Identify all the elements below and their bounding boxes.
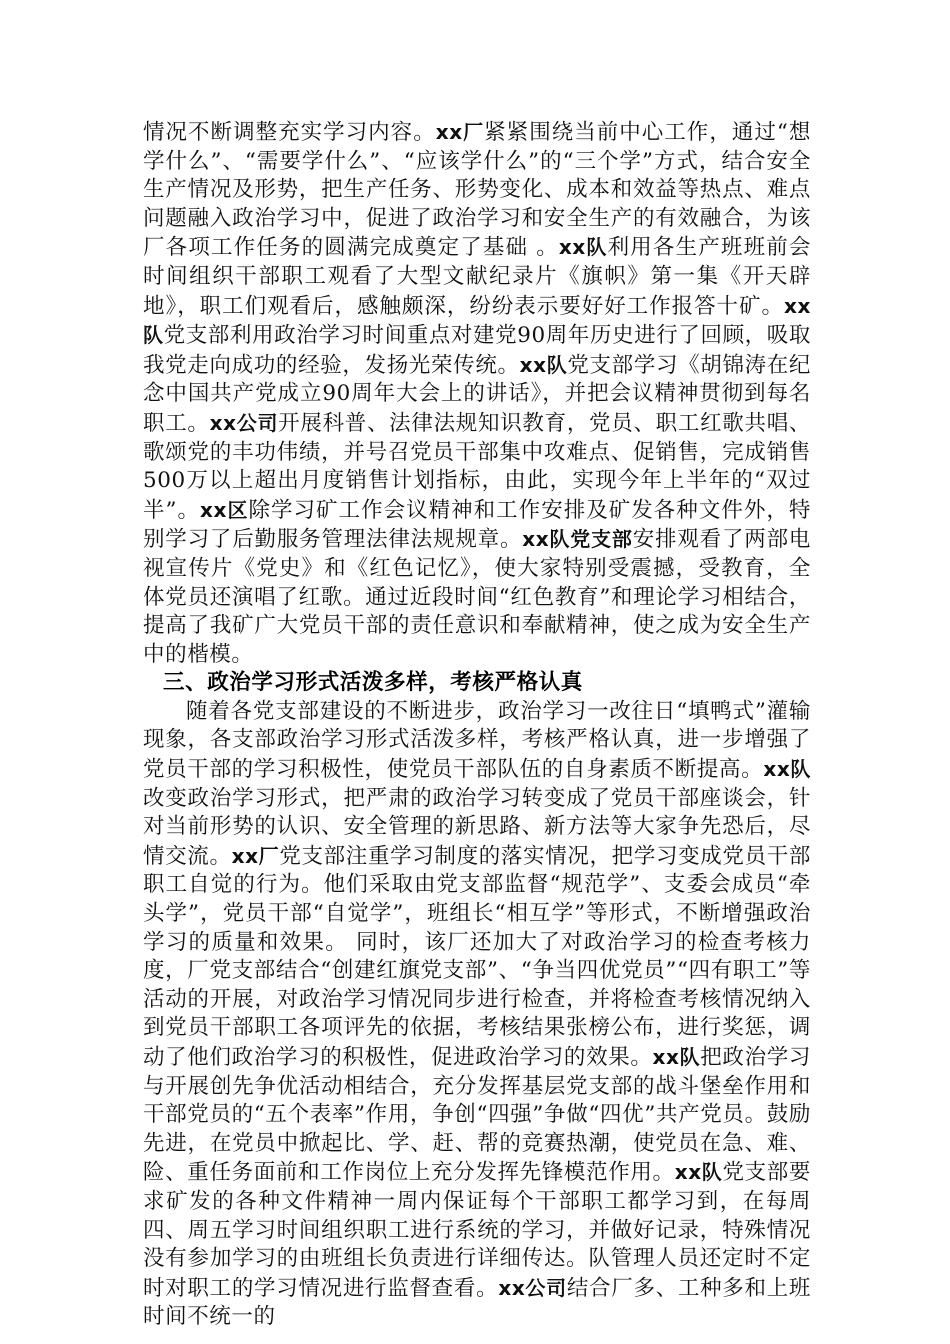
paragraph-political-study-content [143, 118, 811, 669]
text-run: 把政治学习与开展创先争优活动相结合，充分发挥基层党支部的战斗堡垒作用和干部党员的“五个表率”作用，争创“四强”争做“四优”共产党员。鼓励先进，在党员中掀起比、学、赶、帮的竞赛热潮，使党员在急、难、险、重任务面前和工作岗位上充分发挥先锋模范作用。 [143, 1045, 811, 1186]
text-run: 情况不断调整充实学习内容。 [143, 120, 436, 145]
unit-name-bold: xx队 [519, 352, 568, 377]
text-run: 随着各党支部建设的不断进步，政治学习一改往日“填鸭式”灌输现象，各支部政治学习形式活泼多样，考核严格认真，进一步增强了党员干部的学习积极性，使党员干部队伍的自身素质不断提高。 [143, 698, 811, 783]
text-run: 党支部注重学习制度的落实情况，把学习变成党员干部职工自觉的行为。他们采取由党支部监督“规范学”、支委会成员“牵头学”，党员干部“自觉学”，班组长“相互学”等形式，不断增强政治学习的质量和效果。 同时，该厂还加大了对政治学习的检查考核力度，厂党支部结合“创建红旗党支部”、“争当四优党员”“四有职工”等活动的开展，对政治学习情况同步进行检查，并将检查考核情况纳入到党员干部职工各项评先的依据，考核结果张榜公布，进行奖惩，调动了他们政治学习的积极性，促进政治学习的效果。 [143, 843, 811, 1070]
unit-name-bold: xx公司 [209, 410, 279, 435]
text-run: 党支部要求矿发的各种文件精神一周内保证每个干部职工都学习到，在每周四、周五学习时间组织职工进行系统的学习，并做好记录，特殊情况没有参加学习的由班组长负责进行详细传达。队管理人员还定时不定时对职工的学习情况进行监督查看。 [143, 1160, 812, 1301]
unit-name-bold: xx队党支部 [522, 527, 633, 552]
unit-name-bold: xx队 [674, 1160, 723, 1185]
text-run: 改变政治学习形式，把严肃的政治学习转变成了党员干部座谈会，针对当前形势的认识、安全管理的新思路、新方法等大家争先恐后，尽情交流。 [143, 785, 811, 869]
text-run: 安排观看了两部电视宣传片《党史》和《红色记忆》，使大家特别受震撼，受教育，全体党员还演唱了红歌。通过近段时间“红色教育”和理论学习相结合，提高了我矿广大党员干部的责任意识和奉献精神，使之成为安全生产中的楷模。 [143, 527, 811, 667]
section-heading-3: 三、政治学习形式活泼多样，考核严格认真 [163, 670, 583, 696]
text-run: 党支部利用政治学习时间重点对建党90周年历史进行了回顾，吸取我党走向成功的经验，发扬光荣传统。 [143, 323, 811, 378]
text-run: 党支部学习《胡锦涛在纪念中国共产党成立90周年大会上的讲话》，并把会议精神贯彻到每名职工。 [143, 352, 812, 436]
unit-name-bold: xx厂 [435, 120, 485, 144]
unit-name-bold: xx队 [143, 293, 811, 348]
text-run: 利用各生产班班前会时间组织干部职工观看了大型文献纪录片《旗帜》第一集《开天辟地》，职工们观看后，感触颇深，纷纷表示要好好工作报答十矿。 [143, 235, 811, 319]
unit-name-bold: xx队 [763, 757, 811, 782]
text-run: 紧紧围绕当前中心工作，通过“想学什么”、“需要学什么”、“应该学什么”的“三个学”方式，结合安全生产情况及形势，把生产任务、形势变化、成本和效益等热点、难点问题融入政治学习中，促进了政治学习和安全生产的有效融合，为该厂各项工作任务的圆满完成奠定了基础 。 [143, 120, 811, 261]
text-run: 除学习矿工作会议精神和工作安排及矿发各种文件外，特别学习了后勤服务管理法律法规规章。 [143, 497, 811, 553]
paragraph-study-forms [143, 698, 811, 1332]
unit-name-bold: xx区 [200, 497, 249, 522]
unit-name-bold: xx队 [652, 1045, 701, 1069]
text-run: 开展科普、法律法规知识教育，党员、职工红歌共唱、歌颂党的丰功伟绩，并号召党员干部集中攻难点、促销售，完成销售500万以上超出月度销售计划指标，由此，实现今年上半年的“双过半”。 [143, 410, 811, 523]
unit-name-bold: xx厂 [231, 843, 280, 868]
document-body [143, 118, 811, 1332]
unit-name-bold: xx队 [558, 235, 608, 260]
unit-name-bold: xx公司 [498, 1275, 567, 1300]
text-run: 结合厂多、工种多和上班时间不统一的 [143, 1275, 812, 1330]
